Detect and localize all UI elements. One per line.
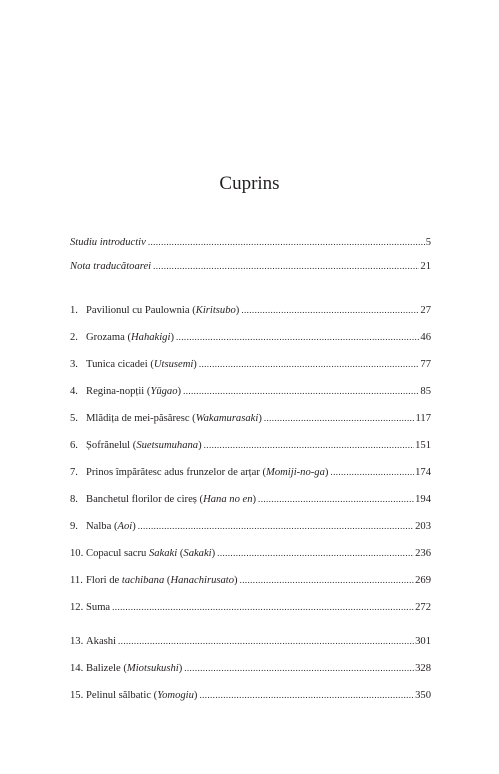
dot-leader: [112, 599, 414, 615]
entry-title: Pavilionul cu Paulownia (Kiritsubo): [86, 305, 240, 316]
chapter-number: 14.: [70, 663, 84, 674]
dot-leader: [241, 302, 419, 318]
entry-page: 77: [420, 359, 431, 370]
toc-entry-chapter-1: [70, 302, 431, 318]
entry-page: 236: [415, 548, 431, 559]
chapter-number: 3.: [70, 359, 78, 370]
entry-page: 350: [415, 690, 431, 701]
toc-entry-chapter-3: [70, 356, 431, 372]
dot-leader: [217, 545, 414, 561]
entry-page: 27: [420, 305, 431, 316]
entry-title: Flori de tachibana (Hanachirusato): [86, 575, 238, 586]
toc-entry-chapter-11: [70, 572, 431, 588]
dot-leader: [176, 329, 419, 345]
toc-entry-chapter-9: [70, 518, 431, 534]
toc-entry-chapter-7: [70, 464, 431, 480]
entry-title: Nota traducătoarei: [70, 261, 152, 272]
dot-leader: [264, 410, 415, 426]
dot-leader: [138, 518, 414, 534]
entry-page: 194: [415, 494, 431, 505]
chapter-number: 6.: [70, 440, 78, 451]
entry-title: Banchetul florilor de cireș (Hana no en): [86, 494, 257, 505]
chapter-number: 10.: [70, 548, 84, 559]
dot-leader: [199, 356, 420, 372]
toc-entry-chapter-14: [70, 660, 431, 676]
toc-entry-chapter-6: [70, 437, 431, 453]
chapter-number: 12.: [70, 602, 84, 613]
chapter-number: 7.: [70, 467, 78, 478]
entry-title: Pelinul sălbatic (Yomogiu): [86, 690, 198, 701]
toc-entry-chapter-8: [70, 491, 431, 507]
chapter-number: 4.: [70, 386, 78, 397]
chapter-number: 2.: [70, 332, 78, 343]
entry-title: Nalba (Aoi): [86, 521, 136, 532]
entry-title: Tunica cicadei (Utsusemi): [86, 359, 197, 370]
chapter-number: 5.: [70, 413, 78, 424]
entry-page: 5: [425, 237, 431, 248]
entry-title: Studiu introductiv: [70, 237, 146, 248]
dot-leader: [183, 383, 419, 399]
entry-title: Suma: [86, 602, 111, 613]
entry-page: 269: [415, 575, 431, 586]
toc-entry-chapter-10: [70, 545, 431, 561]
entry-page: 328: [415, 663, 431, 674]
entry-title: Balizele (Miotsukushi): [86, 663, 183, 674]
entry-page: 272: [415, 602, 431, 613]
dot-leader: [204, 437, 414, 453]
chapter-number: 9.: [70, 521, 78, 532]
entry-page: 174: [415, 467, 431, 478]
toc-entry-studiu-introductiv: [70, 234, 431, 250]
chapter-number: 15.: [70, 690, 84, 701]
page-title: Cuprins: [219, 173, 280, 194]
dot-leader: [330, 464, 414, 480]
toc-entry-nota-traducatoarei: [70, 258, 431, 274]
dot-leader: [118, 633, 414, 649]
entry-title: Mlădița de mei-păsăresc (Wakamurasaki): [86, 413, 262, 424]
entry-title: Șofrănelul (Suetsumuhana): [86, 440, 202, 451]
toc-entry-chapter-13: [70, 633, 431, 649]
entry-page: 203: [415, 521, 431, 532]
toc-entry-chapter-5: [70, 410, 431, 426]
entry-page: 85: [420, 386, 431, 397]
entry-page: 21: [420, 261, 431, 272]
toc-entry-chapter-4: [70, 383, 431, 399]
entry-title: Grozama (Hahakigi): [86, 332, 174, 343]
toc-entry-chapter-2: [70, 329, 431, 345]
dot-leader: [148, 234, 425, 250]
entry-title: Prinos împărătesc adus frunzelor de arțar (Momiji-no-ga): [86, 467, 329, 478]
dot-leader: [240, 572, 415, 588]
dot-leader: [153, 258, 419, 274]
entry-page: 46: [420, 332, 431, 343]
toc-entry-chapter-15: [70, 687, 431, 703]
entry-page: 301: [415, 636, 431, 647]
toc-entry-chapter-12: [70, 599, 431, 615]
table-of-contents: [70, 0, 431, 774]
chapter-number: 1.: [70, 305, 78, 316]
chapter-number: 11.: [70, 575, 83, 586]
entry-title: Akashi: [86, 636, 117, 647]
entry-title: Copacul sacru Sakaki (Sakaki): [86, 548, 216, 559]
entry-page: 117: [415, 413, 431, 424]
entry-title: Regina-nopții (Yūgao): [86, 386, 182, 397]
dot-leader: [199, 687, 414, 703]
chapter-number: 13.: [70, 636, 84, 647]
dot-leader: [184, 660, 414, 676]
dot-leader: [258, 491, 414, 507]
chapter-number: 8.: [70, 494, 78, 505]
entry-page: 151: [415, 440, 431, 451]
